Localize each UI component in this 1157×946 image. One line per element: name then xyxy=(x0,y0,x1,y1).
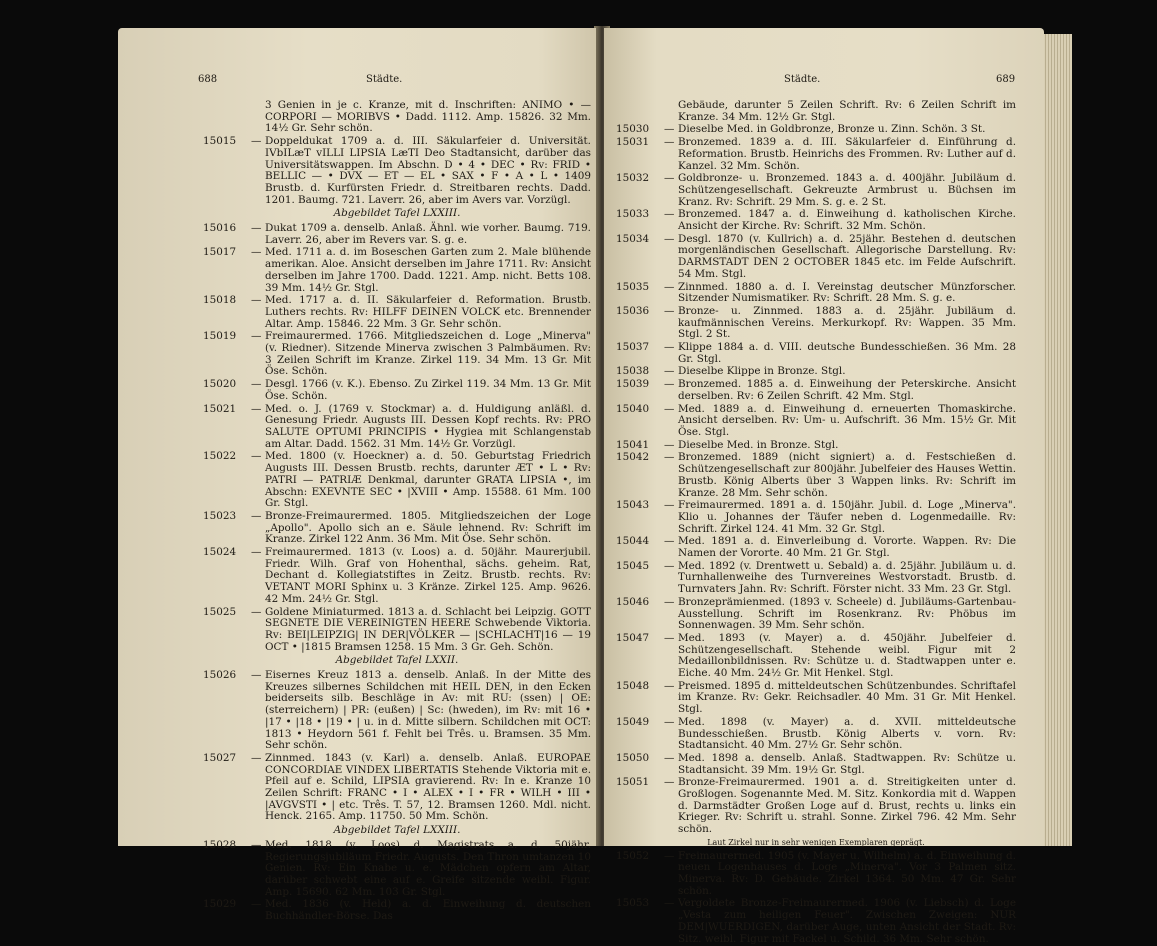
page-body xyxy=(203,100,591,924)
entry-dash: — xyxy=(251,450,262,463)
lot-description: Doppeldukat 1709 a. d. III. Säkularfeier d. Universität. IVbILæT vILLI LIPSIA LæTI Deo Stadtansicht, darüber das Universitätswappen. Im Abschn. D • 4 • DEC • Rv: FRID • BELLIC — • DVX — ET — EL • SAX • F • A • L • 1409 Brustb. d. Kurfürsten Friedr. d. Streitbaren rechts. Dadd. 1201. Baumg. 721. Laverr. 26, aber im Avers var. Vorzügl. xyxy=(265,135,591,206)
entry-dash: — xyxy=(251,898,262,911)
entry-dash: — xyxy=(664,232,675,245)
lot-number: 15018 xyxy=(203,294,237,307)
lot-number: 15015 xyxy=(203,135,237,148)
lot-description: Med. 1889 a. d. Einweihung d. erneuerten Thomaskirche. Ansicht derselben. Rv: Um- u. Aufschrift. 36 Mm. 15½ Gr. Mit Öse. Stgl. xyxy=(678,402,1016,438)
lot-description: Med. 1800 (v. Hoeckner) a. d. 50. Geburtstag Friedrich Augusts III. Dessen Brustb. rechts, darunter ÆT • L • Rv: PATRI — PATRIÆ Denkmal, darunter GRATA LIPSIA •, im Abschn: EXEVNTE SEC • |XVIII • Amp. 15588. 61 Mm. 100 Gr. Stgl. xyxy=(265,450,591,510)
catalog-entry xyxy=(203,670,591,752)
page-number: 688 xyxy=(198,74,218,85)
lot-number: 15023 xyxy=(203,509,237,522)
lot-description: Zinnmed. 1880 a. d. I. Vereinstag deutscher Münzforscher. Sitzender Numismatiker. Rv: Schrift. 28 Mm. S. g. e. xyxy=(678,280,1016,305)
lot-number: 15016 xyxy=(203,222,237,235)
catalog-entry xyxy=(616,137,1016,172)
entry-dash: — xyxy=(251,222,262,235)
lot-description: Med. 1818 (v. Loos) d. Magistrats a. d. 50jähr. Regierungsjubiläum Friedr. Augusts. Den Thron umtanzen 10 Genien. Rv: Ein Knabe u. e. Mädchen opfern am Altar, darüber schwebt eine auf e. Greife sitzende weibl. Figur. Amp. 15690. 62 Mm. 103 Gr. Stgl. xyxy=(265,838,591,898)
lot-description: Bronzemed. 1839 a. d. III. Säkularfeier d. Einführung d. Reformation. Brustb. Heinrichs des Frommen. Rv: Luther auf d. Kanzel. 32 Mm. Schön. xyxy=(678,136,1016,172)
lot-number: 15034 xyxy=(616,232,650,245)
entry-dash: — xyxy=(251,509,262,522)
lot-description: Freimaurermed. 1766. Mitgliedszeichen d. Loge „Minerva" (v. Riedner). Sitzende Minerva zwischen 3 Palmbäumen. Rv: 3 Zeilen Schrift im Kranze. Zirkel 119. 34 Mm. 13 Gr. Mit Öse. Schön. xyxy=(265,330,591,378)
plate-reference: Abgebildet Tafel LXXIII. xyxy=(333,207,461,220)
lot-description: Eisernes Kreuz 1813 a. denselb. Anlaß. In der Mitte des Kreuzes silbernes Schildchen mit HEIL DEN, in den Ecken beiderseits silb. Beschläge in Av: mit RU: (ssen) | OE: (sterreichern) | PR: (eußen) | Sc: (hweden), im Rv: mit 16 • |17 • |18 • |19 • | u. in d. Mitte silbern. Schildchen mit OCT: 1813 • Heydorn 561 f. Fehlt bei Três. u. Bramsen. 35 Mm. Sehr schön. xyxy=(265,669,591,752)
continuation-text: Gebäude, darunter 5 Zeilen Schrift. Rv: 6 Zeilen Schrift im Kranze. 34 Mm. 12½ Gr. Stgl. xyxy=(678,99,1016,123)
lot-number: 15050 xyxy=(616,751,650,764)
entry-dash: — xyxy=(664,679,675,692)
lot-description: Bronzemed. 1847 a. d. Einweihung d. katholischen Kirche. Ansicht der Kirche. Rv: Schrift. 32 Mm. Schön. xyxy=(678,208,1016,233)
lot-number: 15044 xyxy=(616,535,650,548)
lot-description: Bronzemed. 1885 a. d. Einweihung der Peterskirche. Ansicht derselben. Rv: 6 Zeilen Schrift. 42 Mm. Stgl. xyxy=(678,378,1016,402)
entry-dash: — xyxy=(664,341,675,354)
entry-dash: — xyxy=(664,451,675,464)
lot-description: Med. 1836 (v. Held) a. d. Einweihung d. deutschen Buchhändler-Börse. Das xyxy=(265,898,591,923)
lot-number: 15040 xyxy=(616,402,650,415)
catalog-entry xyxy=(616,404,1016,439)
plate-reference: Abgebildet Tafel LXXIII. xyxy=(333,824,461,837)
entry-dash: — xyxy=(664,776,675,789)
lot-number: 15020 xyxy=(203,378,237,391)
lot-number: 15037 xyxy=(616,341,650,354)
entry-dash: — xyxy=(251,605,262,618)
entry-dash: — xyxy=(251,402,262,415)
entry-dash: — xyxy=(664,123,675,136)
lot-description: Freimaurermed. 1891 a. d. 150jähr. Jubil. d. Loge „Minerva". Klio u. Johannes der Täufer neben d. Logenmedaille. Rv: Schrift. Zirkel 124. 41 Mm. 32 Gr. Stgl. xyxy=(678,499,1016,535)
entry-dash: — xyxy=(251,669,262,682)
catalog-entry xyxy=(203,331,591,378)
entry-dash: — xyxy=(251,135,262,148)
lot-number: 15030 xyxy=(616,123,650,136)
lot-number: 15024 xyxy=(203,546,237,559)
page-edges xyxy=(1040,34,1072,846)
continuation-text: 3 Genien in je c. Kranze, mit d. Inschriften: ANIMO • — CORPORI — MORIBVS • Dadd. 1112. Amp. 15826. 32 Mm. 14½ Gr. Sehr schön. xyxy=(265,99,591,135)
entry-dash: — xyxy=(251,546,262,559)
lot-number: 15049 xyxy=(616,715,650,728)
entry-dash: — xyxy=(251,751,262,764)
lot-number: 15035 xyxy=(616,280,650,293)
lot-description: Dieselbe Klippe in Bronze. Stgl. xyxy=(678,365,846,378)
lot-description: Vergoldete Bronze-Freimaurermed. 1906 (v. Liebsch) d. Loge „Vesta zum heiligen Feuer". Zwischen Zweigen: NUR DEM|WUERDIGEN, darüber Auge, unten Ansicht der Stadt. Rv: Sitz. weibl. Figur mit Fackel u. Schild. 36 Mm. Sehr schön. xyxy=(678,897,1016,945)
lot-number: 15046 xyxy=(616,595,650,608)
entry-dash: — xyxy=(664,849,675,862)
catalog-entry xyxy=(203,223,591,246)
lot-description: Klippe 1884 a. d. VIII. deutsche Bundesschießen. 36 Mm. 28 Gr. Stgl. xyxy=(678,341,1016,365)
catalog-entry xyxy=(616,342,1016,365)
entry-dash: — xyxy=(664,172,675,185)
catalog-entry xyxy=(616,536,1016,559)
catalog-entry xyxy=(203,247,591,294)
entry-dash: — xyxy=(664,595,675,608)
catalog-entry xyxy=(203,379,591,402)
lot-number: 15048 xyxy=(616,679,650,692)
catalog-entry xyxy=(616,440,1016,452)
lot-number: 15021 xyxy=(203,402,237,415)
lot-number: 15027 xyxy=(203,751,237,764)
lot-description: Med. 1711 a. d. im Boseschen Garten zum 2. Male blühende amerikan. Aloe. Ansicht derselben im Jahre 1711. Rv: Ansicht derselben im Jahre 1700. Dadd. 1221. Amp. nicht. Betts 108. 39 Mm. 14½ Gr. Stgl. xyxy=(265,246,591,294)
lot-number: 15051 xyxy=(616,776,650,789)
catalog-entry xyxy=(616,234,1016,281)
lot-number: 15047 xyxy=(616,631,650,644)
lot-number: 15038 xyxy=(616,365,650,378)
lot-number: 15043 xyxy=(616,499,650,512)
lot-description: Desgl. 1766 (v. K.). Ebenso. Zu Zirkel 119. 34 Mm. 13 Gr. Mit Öse. Schön. xyxy=(265,378,591,402)
catalog-entry xyxy=(616,366,1016,378)
lot-number: 15032 xyxy=(616,172,650,185)
lot-description: Desgl. 1870 (v. Kullrich) a. d. 25jähr. Bestehen d. deutschen morgenländischen Gesellschaft. Allegorische Darstellung. Rv: DARMSTADT DEN 2 OCTOBER 1845 etc. im Felde Aufschrift. 54 Mm. Stgl. xyxy=(678,232,1016,280)
lot-number: 15017 xyxy=(203,246,237,259)
catalog-entry xyxy=(616,681,1016,716)
entry-dash: — xyxy=(251,330,262,343)
lot-description: Zinnmed. 1843 (v. Karl) a. denselb. Anlaß. EUROPAE CONCORDIAE VINDEX LIBERTATIS Stehende Viktoria mit e. Pfeil auf e. Schild, LIPSIA gravierend. Rv: In e. Kranze 10 Zeilen Schrift: FRANC • I • ALEX • I • FR • WILH • III • |AVGVSTI • | etc. Três. T. 57, 12. Bramsen 1260. Mdl. nicht. Henck. 2165. Amp. 11750. 50 Mm. Schön. xyxy=(265,751,591,823)
entry-dash: — xyxy=(664,365,675,378)
catalog-entry xyxy=(616,851,1016,898)
lot-description: Med. 1892 (v. Drentwett u. Sebald) a. d. 25jähr. Jubiläum u. d. Turnhallenweihe des Turnvereines Westvorstadt. Brustb. d. Turnvaters Jahn. Rv: Schrift. Förster nicht. 33 Mm. 23 Gr. Stgl. xyxy=(678,559,1016,596)
lot-description: Med. 1891 a. d. Einverleibung d. Vororte. Wappen. Rv: Die Namen der Vororte. 40 Mm. 21 Gr. Stgl. xyxy=(678,535,1016,560)
lot-description: Goldbronze- u. Bronzemed. 1843 a. d. 400jähr. Jubiläum d. Schützengesellschaft. Gekreuzte Armbrust u. Büchsen im Kranz. Rv: Schrift. 29 Mm. S. g. e. 2 St. xyxy=(678,172,1016,208)
catalog-entry xyxy=(616,597,1016,632)
lot-description: Bronze-Freimaurermed. 1805. Mitgliedszeichen der Loge „Apollo". Apollo sich an e. Säule lehnend. Rv: Schrift im Kranze. Zirkel 122 Anm. 36 Mm. Mit Öse. Sehr schön. xyxy=(265,509,591,546)
lot-number: 15036 xyxy=(616,304,650,317)
lot-number: 15042 xyxy=(616,451,650,464)
entry-dash: — xyxy=(664,535,675,548)
catalog-entry xyxy=(616,898,1016,945)
entry-dash: — xyxy=(251,838,262,851)
entry-dash: — xyxy=(664,751,675,764)
entry-dash: — xyxy=(251,294,262,307)
entry-dash: — xyxy=(664,402,675,415)
lot-description: Bronzeprämienmed. (1893 v. Scheele) d. Jubiläums-Gartenbau-Ausstellung. Schrift im Rosenkranz. Rv: Phöbus im Sonnenwagen. 39 Mm. Sehr schön. xyxy=(678,595,1016,632)
catalog-entry xyxy=(616,124,1016,136)
lot-description: Med. 1717 a. d. II. Säkularfeier d. Reformation. Brustb. Luthers rechts. Rv: HILFF DEINEN VOLCK etc. Brennender Altar. Amp. 15846. 22 Mm. 3 Gr. Sehr schön. xyxy=(265,294,591,330)
lot-description: Med. o. J. (1769 v. Stockmar) a. d. Huldigung anläßl. d. Genesung Friedr. Augusts III. Dessen Kopf rechts. Rv: PRO SALUTE OPTUMI PRINCIPIS • Hygiea mit Schlangenstab am Altar. Dadd. 1562. 31 Mm. 14½ Gr. Vorzügl. xyxy=(265,402,591,450)
left-page xyxy=(118,28,596,923)
entry-dash: — xyxy=(664,208,675,221)
lot-number: 15045 xyxy=(616,559,650,572)
entry-dash: — xyxy=(664,715,675,728)
lot-description: Freimaurermed. 1813 (v. Loos) a. d. 50jähr. Maurerjubil. Friedr. Wilh. Graf von Hohenthal, sächs. geheim. Rat, Dechant d. Kollegiatstiftes in Zeitz. Brustb. rechts. Rv: VETANT MORI Sphinx u. 3 Kränze. Zirkel 125. Amp. 9626. 42 Mm. 24½ Gr. Stgl. xyxy=(265,546,591,605)
lot-number: 15041 xyxy=(616,438,650,451)
footnote: Laut Zirkel nur in sehr wenigen Exemplaren geprägt. xyxy=(707,837,925,847)
entry-dash: — xyxy=(664,280,675,293)
lot-number: 15025 xyxy=(203,605,237,618)
lot-description: Med. 1893 (v. Mayer) a. d. 450jähr. Jubelfeier d. Schützengesellschaft. Stehende weibl. Figur mit 2 Medaillonbildnissen. Rv: Schütze u. d. Stadtwappen unter e. Eiche. 40 Mm. 24½ Gr. Mit Henkel. Stgl. xyxy=(678,631,1016,680)
lot-number: 15052 xyxy=(616,849,650,862)
lot-number: 15019 xyxy=(203,330,237,343)
entry-dash: — xyxy=(664,136,675,149)
entry-dash: — xyxy=(664,499,675,512)
catalog-entry xyxy=(203,511,591,546)
lot-description: Bronzemed. 1889 (nicht signiert) a. d. Festschießen d. Schützengesellschaft zur 800jähr. Jubelfeier des Hauses Wettin. Brustb. König Alberts über 3 Wappen links. Rv: Schrift im Kranze. 28 Mm. Sehr schön. xyxy=(678,451,1016,499)
lot-description: Med. 1898 a. denselb. Anlaß. Stadtwappen. Rv: Schütze u. Stadtansicht. 39 Mm. 19½ Gr. Stgl. xyxy=(678,751,1016,776)
lot-number: 15026 xyxy=(203,669,237,682)
catalog-entry xyxy=(616,500,1016,535)
entry-dash: — xyxy=(664,378,675,391)
catalog-entry xyxy=(616,633,1016,680)
entry-dash: — xyxy=(664,897,675,910)
entry-dash: — xyxy=(664,559,675,572)
catalog-entry xyxy=(616,209,1016,232)
lot-description: Bronze- u. Zinnmed. 1883 a. d. 25jähr. Jubiläum d. kaufmännischen Vereins. Merkurkopf. Rv: Wappen. 35 Mm. Stgl. 2 St. xyxy=(678,304,1016,341)
catalog-entry xyxy=(203,404,591,451)
entry-dash: — xyxy=(664,304,675,317)
running-title: Städte. xyxy=(366,74,403,85)
catalog-entry xyxy=(203,753,591,823)
page-body xyxy=(616,100,1016,946)
lot-number: 15022 xyxy=(203,450,237,463)
catalog-entry xyxy=(616,777,1016,836)
catalog-entry xyxy=(616,379,1016,402)
page-number: 689 xyxy=(996,74,1016,85)
entry-dash: — xyxy=(251,378,262,391)
catalog-entry xyxy=(203,547,591,606)
catalog-entry xyxy=(203,899,591,922)
lot-number: 15029 xyxy=(203,898,237,911)
catalog-entry xyxy=(203,295,591,330)
catalog-entry xyxy=(616,452,1016,499)
catalog-entry xyxy=(203,451,591,510)
catalog-entry xyxy=(616,561,1016,596)
lot-description: Med. 1898 (v. Mayer) a. d. XVII. mitteldeutsche Bundesschießen. Brustb. König Alberts v. vorn. Rv: Stadtansicht. 40 Mm. 27½ Gr. Sehr schön. xyxy=(678,715,1016,752)
catalog-entry xyxy=(616,753,1016,776)
entry-dash: — xyxy=(664,631,675,644)
right-page xyxy=(604,28,1044,945)
catalog-entry xyxy=(616,717,1016,752)
plate-reference: Abgebildet Tafel LXXII. xyxy=(335,654,459,667)
lot-number: 15053 xyxy=(616,897,650,910)
catalog-entry xyxy=(616,306,1016,341)
lot-number: 15028 xyxy=(203,838,237,851)
catalog-entry xyxy=(203,607,591,654)
catalog-entry xyxy=(203,136,591,206)
entry-dash: — xyxy=(251,246,262,259)
catalog-entry xyxy=(616,173,1016,208)
lot-number: 15039 xyxy=(616,378,650,391)
catalog-entry xyxy=(616,282,1016,305)
lot-description: Preismed. 1895 d. mitteldeutschen Schützenbundes. Schriftafel im Kranze. Rv: Gekr. Reichsadler. 40 Mm. 31 Gr. Mit Henkel. Stgl. xyxy=(678,679,1016,716)
lot-description: Dieselbe Med. in Goldbronze, Bronze u. Zinn. Schön. 3 St. xyxy=(678,123,986,136)
entry-dash: — xyxy=(664,438,675,451)
lot-number: 15031 xyxy=(616,136,650,149)
lot-description: Goldene Miniaturmed. 1813 a. d. Schlacht bei Leipzig. GOTT SEGNETE DIE VEREINIGTEN HEERE Schwebende Viktoria. Rv: BEI|LEIPZIG| IN DER|VÖLKER — |SCHLACHT|16 — 19 OCT • |1815 Bramsen 1258. 15 Mm. 3 Gr. Geh. Schön. xyxy=(265,605,591,653)
lot-description: Dukat 1709 a. denselb. Anlaß. Ähnl. wie vorher. Baumg. 719. Laverr. 26, aber im Revers var. S. g. e. xyxy=(265,222,591,246)
lot-number: 15033 xyxy=(616,208,650,221)
catalog-entry xyxy=(203,840,591,899)
running-title: Städte. xyxy=(784,74,821,85)
lot-description: Dieselbe Med. in Bronze. Stgl. xyxy=(678,438,839,451)
lot-description: Freimaurermed. 1905 (v. Mayer u. Wilhelm) a. d. Einweihung d. neuen Logenhauses d. Loge „Minerva". Vor 3 Palmen sitz. Minerva. Rv: D. Gebäude. Zirkel 1364. 50 Mm. 47 Gr. Sehr schön. xyxy=(678,849,1016,897)
lot-description: Bronze-Freimaurermed. 1901 a. d. Streitigkeiten unter d. Großlogen. Sogenannte Med. M. Sitz. Konkordia mit d. Wappen d. Darmstädter Großen Loge auf d. Brust, rechts u. links ein Krieger. Rv: Schrift u. strahl. Sonne. Zirkel 796. 42 Mm. Sehr schön. xyxy=(678,776,1016,836)
